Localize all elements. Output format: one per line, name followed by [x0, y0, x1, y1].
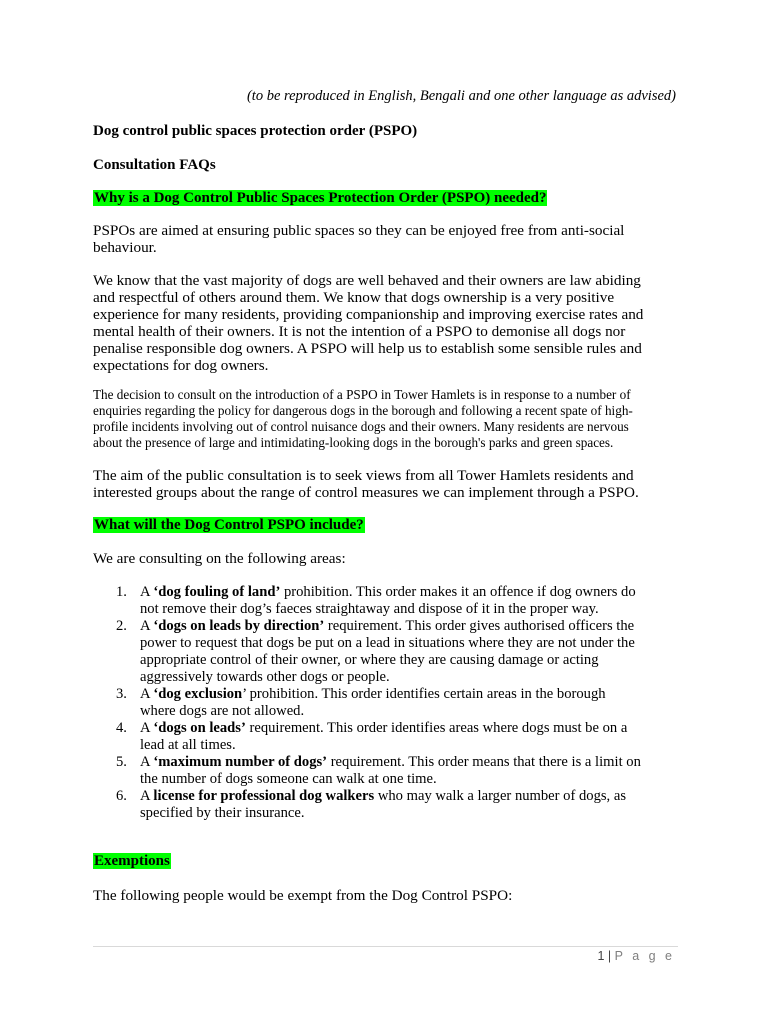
text-line: expectations for dog owners. [93, 357, 269, 374]
paragraph-consultation-aim [93, 467, 683, 501]
section-heading-why [93, 189, 683, 207]
paragraph-dog-owners [93, 272, 683, 374]
text-line: behaviour. [93, 239, 157, 256]
footer-divider [93, 946, 678, 947]
highlighted-question: Why is a Dog Control Public Spaces Protection Order (PSPO) needed? [94, 190, 547, 206]
text-line: The decision to consult on the introduction of a PSPO in Tower Hamlets is in response to a number of [93, 387, 631, 402]
text-line: mental health of their owners. It is not the intention of a PSPO to demonise all dogs nor [93, 323, 626, 340]
text-line: experience for many residents, providing companionship and improving exercise rates and [93, 306, 644, 323]
list-item: 1. A ‘dog fouling of land’ prohibition. This order makes it an offence if dog owners do not remove their dog’s faeces straightaway and dispose of it in the proper way. [116, 584, 636, 617]
text-line: interested groups about the range of control measures we can implement through a PSPO. [93, 484, 639, 501]
page-number: 1 [597, 949, 605, 963]
paragraph-decision [93, 387, 683, 451]
list-item: 5. A ‘maximum number of dogs’ requirement. This order means that there is a limit on the number of dogs someone can walk at one time. [116, 754, 641, 787]
paragraph-exemptions: The following people would be exempt from the Dog Control PSPO: [93, 887, 513, 904]
translation-note: (to be reproduced in English, Bengali and one other language as advised) [246, 88, 676, 104]
document-title: Dog control public spaces protection order (PSPO) [93, 123, 418, 139]
paragraph-pspo-aim [93, 222, 683, 256]
section-heading-exemptions [93, 852, 683, 870]
section-heading-include [93, 516, 683, 534]
footer-separator: | [607, 949, 612, 963]
list-item: 6. A license for professional dog walkers who may walk a larger number of dogs, as specified by their insurance. [116, 788, 627, 821]
highlighted-heading: Exemptions [94, 853, 170, 869]
text-line: The aim of the public consultation is to seek views from all Tower Hamlets residents and [93, 467, 634, 484]
consultation-areas-list [93, 584, 683, 822]
text-line: and respectful of others around them. We know that dogs ownership is a very positive [93, 289, 615, 306]
page-label: P a g e [614, 949, 675, 963]
list-item: 2. A ‘dogs on leads by direction’ requirement. This order gives authorised officers the power to request that dogs be put on a lead in situations where they are not under the appropriate control of their owner, or where they are causing damage or acting aggressively towards other dogs or people. [116, 618, 635, 685]
list-item: 3. A ‘dog exclusion’ prohibition. This order identifies certain areas in the borough where dogs are not allowed. [116, 686, 606, 719]
page-footer [0, 949, 675, 963]
text-line: about the presence of large and intimidating-looking dogs in the borough's parks and green spaces. [93, 435, 614, 450]
highlighted-question: What will the Dog Control PSPO include? [94, 517, 364, 533]
text-line: We know that the vast majority of dogs are well behaved and their owners are law abiding [93, 272, 641, 289]
text-line: PSPOs are aimed at ensuring public spaces so they can be enjoyed free from anti-social [93, 222, 625, 239]
text-line: enquiries regarding the policy for dangerous dogs in the borough and following a recent spate of high- [93, 403, 633, 418]
paragraph-consulting-areas: We are consulting on the following areas: [93, 550, 346, 567]
document-subtitle: Consultation FAQs [93, 157, 216, 173]
text-line: penalise responsible dog owners. A PSPO will help us to establish some sensible rules and [93, 340, 642, 357]
list-item: 4. A ‘dogs on leads’ requirement. This order identifies areas where dogs must be on a lead at all times. [116, 720, 628, 753]
text-line: profile incidents involving out of control nuisance dogs and their owners. Many residents are nervous [93, 419, 629, 434]
